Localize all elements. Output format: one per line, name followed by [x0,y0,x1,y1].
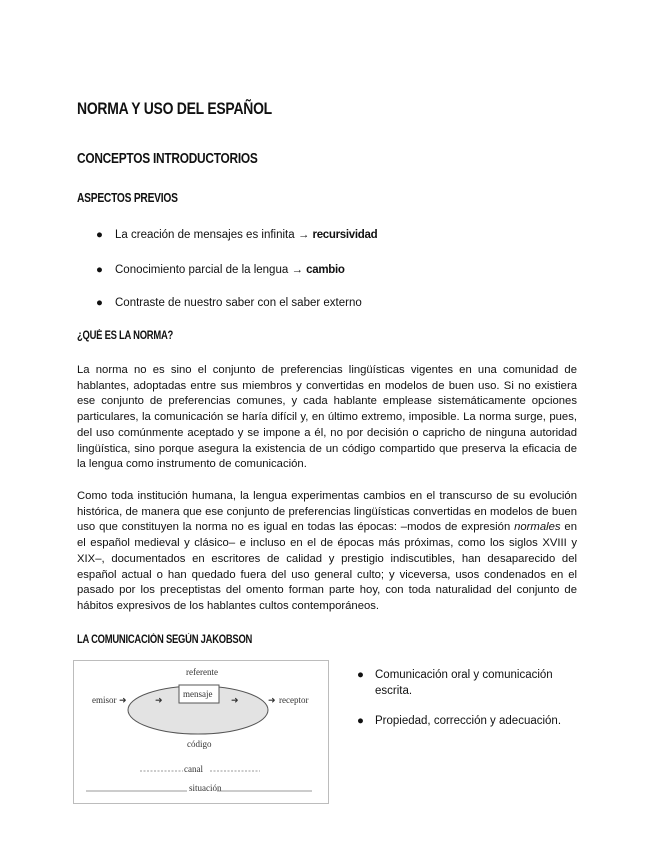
arrow-icon: ➜ [119,695,127,705]
list-item-text: Conocimiento parcial de la lengua → [115,264,307,276]
jakobson-diagram [73,660,329,804]
arrow-icon: ➜ [268,695,276,705]
bullet-icon: ● [96,229,103,241]
codigo-label: código [187,739,212,749]
mensaje-label: mensaje [183,689,213,699]
paragraph-norma: La norma no es sino el conjunto de preferencias lingüísticas vigentes en una comunidad de hablantes, adoptadas entre sus miembros y convertidas en modelos de buen uso. Si no existiera ese conjunto de preferencias comunes, y cada hablante emplease sistemáticamente opciones particulares, la comunicación se haría difícil y, en último extremo, imposible. La norma surge, pues, del uso comúnmente aceptado y se impone a él, no por decisión o capricho de ninguna autoridad lingüística, sino porque asegura la existencia de un código compartido que preserva la eficacia de la lengua como instrumento de comunicación. [77,364,577,471]
jakobson-notes-list [357,668,587,745]
arrow-icon: ➜ [155,695,163,705]
list-item [96,297,362,309]
list-item-text: Contraste de nuestro saber con el saber externo [115,297,362,309]
emisor-label: emisor [92,695,117,705]
paragraph-text: Como toda institución humana, la lengua experimentas cambios en el transcurso de su evolución histórica, de manera que ese conjunto de preferencias lingüísticas convertidas en modelos de buen uso que constituyen la norma no es igual en todas las épocas: –modos de expresión [77,490,577,534]
list-item [96,264,345,276]
canal-label: canal [184,764,203,774]
list-item-keyword: cambio [306,264,345,276]
section-heading-aspectos: ASPECTOS PREVIOS [77,191,178,205]
receptor-label: receptor [279,695,309,705]
italic-term: normales [514,521,561,534]
list-item [96,229,377,241]
jakobson-diagram-svg [74,661,328,803]
section-heading-jakobson: LA COMUNICACIÓN SEGÚN JAKOBSON [77,634,253,646]
list-item [357,668,587,699]
paragraph-text: en el español medieval y clásico– e incluso en el de épocas más próximas, como los siglos XVIII y XIX–, documentados en escritores de calidad y prestigio indiscutibles, han desaparecido del español actual o han quedado fuera del uso general culto; y viceversa, usos condenados en el pasado por los preceptistas del omento forman parte hoy, con toda naturalidad del conjunto de hábitos expresivos de los hablantes cultos contemporáneos. [77,521,577,612]
bullet-icon: ● [357,715,364,727]
page-title: NORMA Y USO DEL ESPAÑOL [77,99,272,118]
list-item-text: Comunicación oral y comunicación escrita. [375,669,553,697]
bullet-icon: ● [96,264,103,276]
section-heading-conceptos: CONCEPTOS INTRODUCTORIOS [77,151,258,167]
list-item-keyword: recursividad [312,229,378,241]
list-item [357,714,587,730]
situacion-label: situación [189,783,222,793]
referente-label: referente [186,667,218,677]
bullet-icon: ● [96,297,103,309]
bullet-icon: ● [357,669,364,681]
list-item-text: Propiedad, corrección y adecuación. [375,715,562,727]
list-item-text: La creación de mensajes es infinita → [115,229,313,241]
arrow-icon: ➜ [231,695,239,705]
paragraph-cambio [77,489,577,615]
section-heading-norma: ¿QUÉ ES LA NORMA? [77,330,174,342]
